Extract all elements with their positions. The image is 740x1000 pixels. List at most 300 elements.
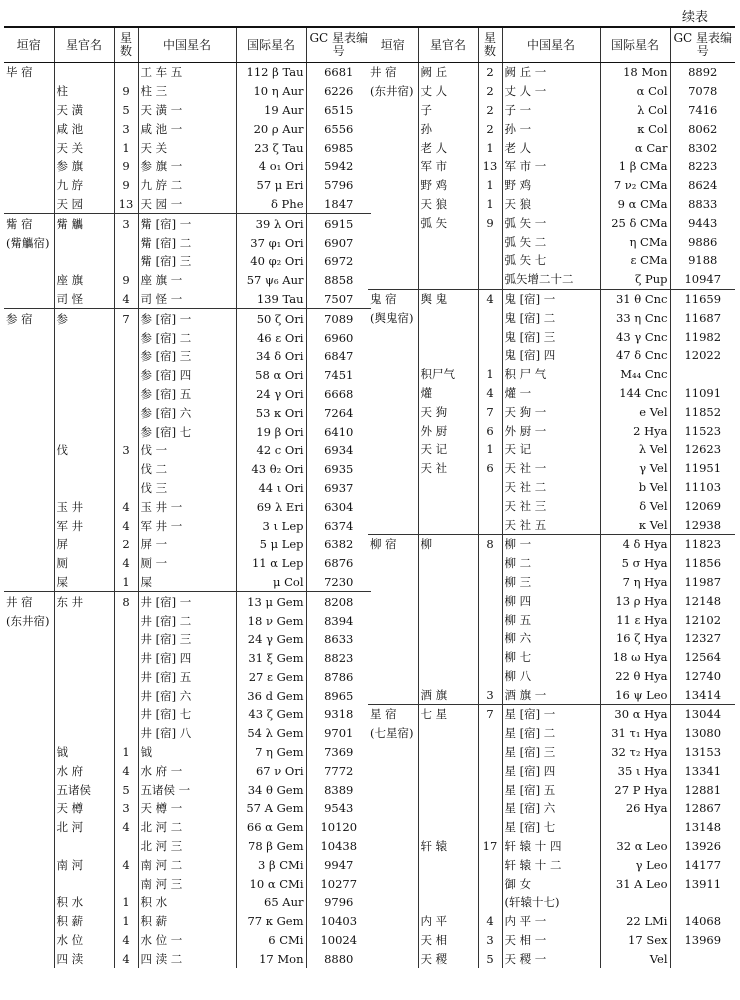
table-row [368, 573, 735, 592]
gc-number-cell: 10024 [306, 931, 371, 950]
asterism-cell [418, 346, 478, 365]
gc-number-cell: 9796 [306, 893, 371, 912]
table-row [4, 855, 371, 874]
table-row [4, 403, 371, 422]
mansion-cell [368, 912, 418, 931]
intl-name-cell: 18 ν Gem [236, 611, 306, 630]
star-count-cell [478, 478, 502, 497]
intl-name-cell: ζ Pup [600, 270, 670, 289]
star-count-cell: 5 [478, 949, 502, 968]
gc-number-cell: 6847 [306, 347, 371, 366]
chinese-name-cell: 鬼 [宿] 三 [502, 327, 600, 346]
mansion-cell [368, 931, 418, 950]
mansion-cell [4, 479, 54, 498]
mansion-cell [4, 874, 54, 893]
chinese-name-cell: 玉 井 一 [138, 497, 236, 516]
header-star-count: 星数 [114, 27, 138, 63]
asterism-cell: 天 稷 [418, 949, 478, 968]
gc-number-cell: 11852 [670, 402, 735, 421]
star-count-cell: 2 [478, 82, 502, 101]
mansion-cell [368, 384, 418, 403]
asterism-cell [54, 385, 114, 404]
intl-name-cell: 39 λ Ori [236, 214, 306, 233]
table-row [4, 743, 371, 762]
asterism-cell [418, 761, 478, 780]
intl-name-cell: 31 τ₁ Hya [600, 724, 670, 743]
star-count-cell [114, 385, 138, 404]
intl-name-cell: α Car [600, 138, 670, 157]
intl-name-cell: 22 LMi [600, 912, 670, 931]
gc-number-cell: 8394 [306, 611, 371, 630]
chinese-name-cell: (轩辕十七) [502, 893, 600, 912]
chinese-name-cell: 参 [宿] 五 [138, 385, 236, 404]
chinese-name-cell: 钺 [138, 743, 236, 762]
gc-number-cell: 6668 [306, 385, 371, 404]
gc-number-cell: 8633 [306, 630, 371, 649]
gc-number-cell: 9947 [306, 855, 371, 874]
star-count-cell: 4 [114, 761, 138, 780]
chinese-name-cell: 南 河 二 [138, 855, 236, 874]
chinese-name-cell: 天 潢 一 [138, 101, 236, 120]
intl-name-cell: 19 β Ori [236, 422, 306, 441]
star-count-cell: 13 [114, 195, 138, 214]
table-row [368, 761, 735, 780]
star-count-cell [478, 818, 502, 837]
table-row [368, 176, 735, 195]
star-count-cell: 2 [478, 63, 502, 82]
star-count-cell [478, 629, 502, 648]
table-row [368, 82, 735, 101]
intl-name-cell: 4 ο₁ Ori [236, 157, 306, 176]
star-count-cell [114, 403, 138, 422]
table-row [368, 157, 735, 176]
intl-name-cell: 37 φ₁ Ori [236, 233, 306, 252]
table-row [368, 384, 735, 403]
chinese-name-cell: 天 狗 一 [502, 402, 600, 421]
gc-number-cell: 12148 [670, 591, 735, 610]
asterism-cell: 天 社 [418, 459, 478, 478]
gc-number-cell: 12564 [670, 648, 735, 667]
star-count-cell [478, 648, 502, 667]
star-count-cell [114, 668, 138, 687]
star-count-cell [478, 874, 502, 893]
chinese-name-cell: 井 [宿] 二 [138, 611, 236, 630]
asterism-cell: 积 水 [54, 893, 114, 912]
mansion-cell [368, 667, 418, 686]
star-count-cell [114, 347, 138, 366]
intl-name-cell: 43 γ Cnc [600, 327, 670, 346]
asterism-cell: 四 渎 [54, 949, 114, 968]
intl-name-cell: 17 Mon [236, 949, 306, 968]
asterism-cell: 外 厨 [418, 421, 478, 440]
gc-number-cell: 8786 [306, 668, 371, 687]
gc-number-cell: 12327 [670, 629, 735, 648]
asterism-cell [418, 780, 478, 799]
chinese-name-cell: 御 女 [502, 874, 600, 893]
intl-name-cell [600, 893, 670, 912]
intl-name-cell: 112 β Tau [236, 63, 306, 82]
chinese-name-cell: 柳 一 [502, 534, 600, 553]
asterism-cell [54, 366, 114, 385]
table-row [4, 611, 371, 630]
star-count-cell [114, 611, 138, 630]
star-count-cell [114, 422, 138, 441]
table-row [4, 252, 371, 271]
mansion-cell [4, 385, 54, 404]
asterism-cell: 水 府 [54, 761, 114, 780]
chinese-name-cell: 轩 辕 十 二 [502, 855, 600, 874]
mansion-cell [4, 460, 54, 479]
star-count-cell [478, 780, 502, 799]
intl-name-cell: 139 Tau [236, 290, 306, 309]
gc-number-cell: 12069 [670, 496, 735, 515]
star-count-cell: 4 [114, 949, 138, 968]
gc-number-cell: 6935 [306, 460, 371, 479]
mansion-cell: (七星宿) [370, 726, 414, 741]
asterism-cell: 咸 池 [54, 119, 114, 138]
asterism-cell: 天 园 [54, 195, 114, 214]
intl-name-cell: 77 κ Gem [236, 912, 306, 931]
star-count-cell [478, 667, 502, 686]
table-row [368, 346, 735, 365]
table-row [4, 366, 371, 385]
chinese-name-cell: 积 尸 气 [502, 365, 600, 384]
mansion-cell [4, 761, 54, 780]
chinese-name-cell: 天 稷 一 [502, 949, 600, 968]
mansion-cell [4, 818, 54, 837]
intl-name-cell: 24 γ Ori [236, 385, 306, 404]
chinese-name-cell: 井 [宿] 五 [138, 668, 236, 687]
chinese-name-cell: 弧 矢 二 [502, 232, 600, 251]
mansion-cell [368, 327, 418, 346]
mansion-cell [368, 270, 418, 289]
mansion-cell [368, 195, 418, 214]
star-count-cell [478, 232, 502, 251]
gc-number-cell: 7264 [306, 403, 371, 422]
star-count-cell: 3 [478, 931, 502, 950]
mansion-cell [368, 440, 418, 459]
chinese-name-cell: 五诸侯 一 [138, 780, 236, 799]
chinese-name-cell: 伐 一 [138, 441, 236, 460]
asterism-cell: 军 市 [418, 157, 478, 176]
asterism-cell [54, 422, 114, 441]
asterism-cell: 玉 井 [54, 497, 114, 516]
asterism-cell: 天 关 [54, 138, 114, 157]
gc-number-cell: 10438 [306, 837, 371, 856]
star-count-cell [114, 63, 138, 82]
intl-name-cell: δ Vel [600, 496, 670, 515]
table-row [4, 176, 371, 195]
mansion-cell [4, 855, 54, 874]
chinese-name-cell: 鬼 [宿] 二 [502, 308, 600, 327]
header-mansion: 垣宿 [368, 27, 418, 63]
table-row [368, 308, 735, 327]
table-row [4, 214, 371, 233]
chinese-name-cell: 九 斿 二 [138, 176, 236, 195]
asterism-cell: 伐 [54, 441, 114, 460]
chinese-name-cell: 老 人 [502, 138, 600, 157]
chinese-name-cell: 天 园 一 [138, 195, 236, 214]
intl-name-cell: 78 β Gem [236, 837, 306, 856]
table-row [368, 855, 735, 874]
intl-name-cell: 10 η Aur [236, 82, 306, 101]
star-count-cell: 4 [478, 384, 502, 403]
mansion-cell: 毕 宿 [4, 63, 54, 82]
intl-name-cell: 9 α CMa [600, 195, 670, 214]
star-count-cell: 1 [478, 365, 502, 384]
intl-name-cell: 43 ζ Gem [236, 705, 306, 724]
table-row [4, 479, 371, 498]
chinese-name-cell: 水 府 一 [138, 761, 236, 780]
gc-number-cell: 9543 [306, 799, 371, 818]
star-count-cell: 6 [478, 421, 502, 440]
chinese-name-cell: 星 [宿] 二 [502, 724, 600, 743]
mansion-cell [4, 554, 54, 573]
table-row [4, 328, 371, 347]
mansion-cell [4, 912, 54, 931]
star-count-cell: 8 [114, 592, 138, 611]
table-row [368, 213, 735, 232]
star-count-cell: 2 [114, 535, 138, 554]
intl-name-cell: γ Leo [600, 855, 670, 874]
table-row [368, 515, 735, 534]
mansion-cell [368, 101, 418, 120]
gc-number-cell: 8965 [306, 686, 371, 705]
star-count-cell [478, 554, 502, 573]
gc-number-cell: 13926 [670, 837, 735, 856]
intl-name-cell: 33 η Cnc [600, 308, 670, 327]
mansion-cell [4, 799, 54, 818]
intl-name-cell: 31 A Leo [600, 874, 670, 893]
star-count-cell: 3 [114, 214, 138, 233]
star-count-cell: 9 [114, 82, 138, 101]
table-row [368, 402, 735, 421]
gc-number-cell: 11659 [670, 289, 735, 308]
mansion-cell [4, 101, 54, 120]
asterism-cell: 水 位 [54, 931, 114, 950]
mansion-cell: (东井宿) [6, 613, 50, 628]
mansion-cell [368, 478, 418, 497]
table-row [368, 685, 735, 704]
mansion-cell [368, 685, 418, 704]
mansion-cell [368, 855, 418, 874]
intl-name-cell: 4 δ Hya [600, 534, 670, 553]
chinese-name-cell: 柳 二 [502, 554, 600, 573]
mansion-cell [368, 402, 418, 421]
mansion-cell [4, 535, 54, 554]
chinese-name-cell: 弧 矢 七 [502, 251, 600, 270]
chinese-name-cell: 天 社 一 [502, 459, 600, 478]
chinese-name-cell: 水 位 一 [138, 931, 236, 950]
intl-name-cell: κ Col [600, 119, 670, 138]
mansion-cell [368, 743, 418, 762]
mansion-cell [4, 743, 54, 762]
mansion-cell [4, 347, 54, 366]
mansion-cell [368, 591, 418, 610]
gc-number-cell: 12938 [670, 515, 735, 534]
table-row [368, 365, 735, 384]
chinese-name-cell: 井 [宿] 一 [138, 592, 236, 611]
star-count-cell [478, 573, 502, 592]
gc-number-cell: 13153 [670, 743, 735, 762]
chinese-name-cell: 觜 [宿] 一 [138, 214, 236, 233]
gc-number-cell: 6410 [306, 422, 371, 441]
mansion-cell [368, 837, 418, 856]
asterism-cell [418, 743, 478, 762]
chinese-name-cell: 柳 四 [502, 591, 600, 610]
chinese-name-cell: 天 记 [502, 440, 600, 459]
gc-number-cell: 6985 [306, 138, 371, 157]
mansion-cell [4, 780, 54, 799]
header-gc-number: GC 星表编号 [306, 27, 371, 63]
asterism-cell [418, 799, 478, 818]
gc-number-cell: 13414 [670, 685, 735, 704]
star-count-cell: 9 [114, 176, 138, 195]
mansion-cell [4, 497, 54, 516]
asterism-cell [418, 515, 478, 534]
table-row [368, 629, 735, 648]
table-row [368, 667, 735, 686]
star-count-cell [114, 252, 138, 271]
asterism-cell [54, 233, 114, 252]
intl-name-cell: δ Phe [236, 195, 306, 214]
asterism-cell: 九 斿 [54, 176, 114, 195]
chinese-name-cell: 井 [宿] 六 [138, 686, 236, 705]
chinese-name-cell: 野 鸡 [502, 176, 600, 195]
asterism-cell [418, 818, 478, 837]
table-row [368, 327, 735, 346]
table-row [4, 573, 371, 592]
star-count-cell [478, 496, 502, 515]
table-row [4, 535, 371, 554]
asterism-cell: 觜 觿 [54, 214, 114, 233]
star-count-cell [114, 460, 138, 479]
intl-name-cell: 13 μ Gem [236, 592, 306, 611]
asterism-cell [418, 270, 478, 289]
chinese-name-cell: 军 井 一 [138, 516, 236, 535]
table-row [4, 347, 371, 366]
chinese-name-cell: 司 怪 一 [138, 290, 236, 309]
asterism-cell: 子 [418, 101, 478, 120]
intl-name-cell: 11 α Lep [236, 554, 306, 573]
mansion-cell [4, 705, 54, 724]
mansion-cell [4, 441, 54, 460]
gc-number-cell: 5796 [306, 176, 371, 195]
chinese-name-cell: 积 薪 [138, 912, 236, 931]
star-count-cell: 4 [114, 497, 138, 516]
star-count-cell: 1 [114, 743, 138, 762]
gc-number-cell: 11687 [670, 308, 735, 327]
header-chinese-name: 中国星名 [138, 27, 236, 63]
intl-name-cell: 24 γ Gem [236, 630, 306, 649]
chinese-name-cell: 井 [宿] 四 [138, 649, 236, 668]
asterism-cell: 五诸侯 [54, 780, 114, 799]
star-count-cell: 9 [114, 271, 138, 290]
table-row [4, 724, 371, 743]
asterism-cell: 爟 [418, 384, 478, 403]
chinese-name-cell: 星 [宿] 七 [502, 818, 600, 837]
gc-number-cell: 13341 [670, 761, 735, 780]
chinese-name-cell: 外 厨 一 [502, 421, 600, 440]
asterism-cell: 内 平 [418, 912, 478, 931]
intl-name-cell: 42 c Ori [236, 441, 306, 460]
star-count-cell: 1 [478, 176, 502, 195]
chinese-name-cell: 屎 [138, 573, 236, 592]
gc-number-cell: 8208 [306, 592, 371, 611]
chinese-name-cell: 北 河 二 [138, 818, 236, 837]
asterism-cell: 天 潢 [54, 101, 114, 120]
gc-number-cell: 7369 [306, 743, 371, 762]
mansion-cell [4, 516, 54, 535]
mansion-cell [4, 837, 54, 856]
chinese-name-cell: 弧矢增二十二 [502, 270, 600, 289]
table-row [4, 893, 371, 912]
mansion-cell [4, 328, 54, 347]
chinese-name-cell: 弧 矢 一 [502, 213, 600, 232]
star-count-cell: 1 [478, 195, 502, 214]
mansion-cell [368, 232, 418, 251]
gc-number-cell: 10947 [670, 270, 735, 289]
intl-name-cell: 25 δ CMa [600, 213, 670, 232]
table-row [368, 874, 735, 893]
star-count-cell: 4 [478, 912, 502, 931]
gc-number-cell: 11987 [670, 573, 735, 592]
gc-number-cell [670, 893, 735, 912]
table-row [368, 912, 735, 931]
gc-number-cell: 6934 [306, 441, 371, 460]
gc-number-cell: 5942 [306, 157, 371, 176]
intl-name-cell: 50 ζ Ori [236, 309, 306, 328]
table-row [4, 686, 371, 705]
star-count-cell [478, 893, 502, 912]
star-count-cell [478, 308, 502, 327]
chinese-name-cell: 屏 一 [138, 535, 236, 554]
intl-name-cell: b Vel [600, 478, 670, 497]
intl-name-cell: 32 α Leo [600, 837, 670, 856]
asterism-cell [54, 686, 114, 705]
header-intl-name: 国际星名 [236, 27, 306, 63]
chinese-name-cell: 柳 七 [502, 648, 600, 667]
table-row [368, 421, 735, 440]
intl-name-cell: 13 ρ Hya [600, 591, 670, 610]
table-row [4, 441, 371, 460]
gc-number-cell: 7089 [306, 309, 371, 328]
table-row [368, 289, 735, 308]
asterism-cell: 东 井 [54, 592, 114, 611]
chinese-name-cell: 内 平 一 [502, 912, 600, 931]
asterism-cell: 阙 丘 [418, 63, 478, 82]
star-count-cell: 1 [114, 893, 138, 912]
chinese-name-cell: 伐 三 [138, 479, 236, 498]
chinese-name-cell: 子 一 [502, 101, 600, 120]
intl-name-cell: 57 A Gem [236, 799, 306, 818]
mansion-cell [4, 403, 54, 422]
chinese-name-cell: 咸 池 一 [138, 119, 236, 138]
asterism-cell: 积 薪 [54, 912, 114, 931]
gc-number-cell: 13044 [670, 705, 735, 724]
chinese-name-cell: 参 [宿] 六 [138, 403, 236, 422]
intl-name-cell: 7 ν₂ CMa [600, 176, 670, 195]
gc-number-cell: 10277 [306, 874, 371, 893]
asterism-cell: 参 [54, 309, 114, 328]
table-row [368, 63, 735, 82]
asterism-cell [418, 667, 478, 686]
table-row [368, 232, 735, 251]
header-asterism: 星官名 [54, 27, 114, 63]
star-count-cell: 2 [478, 119, 502, 138]
asterism-cell [418, 591, 478, 610]
star-count-cell: 8 [478, 534, 502, 553]
